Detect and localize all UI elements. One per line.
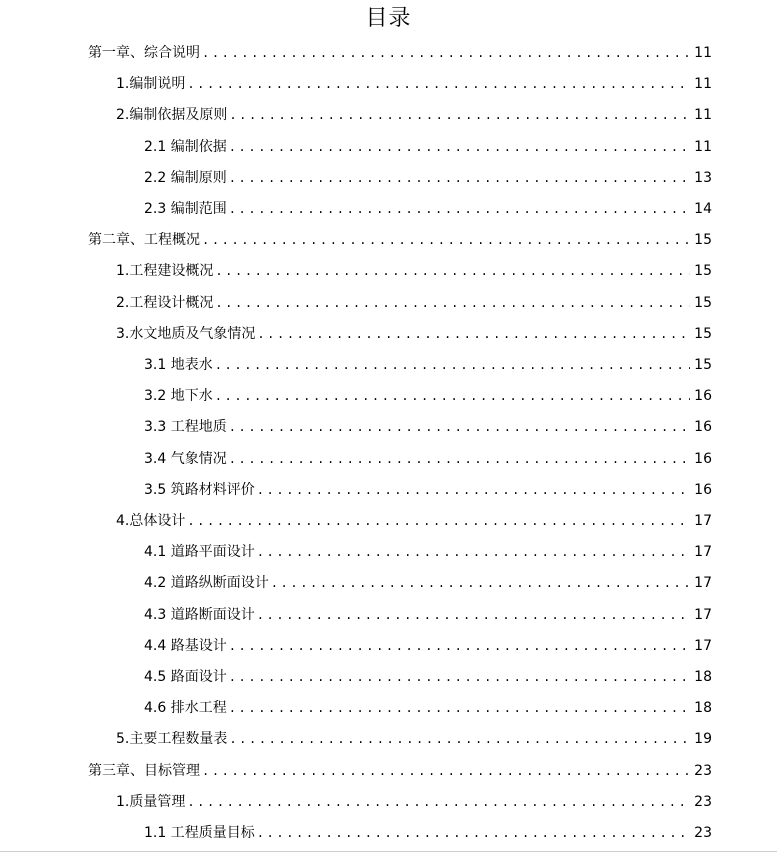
dot-leader [257,475,690,506]
toc-entry-page-number: 18 [694,700,712,717]
dot-leader [215,350,690,381]
toc-entry-label: 第二章、工程概况 [88,232,200,249]
toc-entry-page-number: 15 [694,294,712,311]
toc-entry[interactable] [116,319,712,350]
dot-leader [229,163,690,194]
dot-leader [187,69,690,100]
toc-entry-page-number: 16 [694,419,712,436]
dot-leader [187,506,690,537]
toc-entry-label: 3.3 工程地质 [144,419,227,436]
toc-entry-label: 4.2 道路纵断面设计 [144,575,269,592]
toc-entry[interactable] [88,38,712,69]
toc-entry-label: 2.工程设计概况 [116,294,214,311]
toc-entry-page-number: 17 [694,513,712,529]
dot-leader [202,225,690,256]
dot-leader [215,256,690,287]
toc-entry-page-number: 17 [694,575,712,592]
toc-entry-page-number: 16 [694,450,712,467]
toc-entry-page-number: 16 [694,481,712,498]
dot-leader [202,38,690,69]
toc-entry[interactable] [144,163,712,194]
toc-entry[interactable] [144,568,712,599]
toc-entry-label: 1.质量管理 [116,793,186,810]
toc-entry[interactable] [144,475,712,506]
toc-entry-page-number: 13 [694,169,712,186]
toc-entry-label: 2.1 编制依据 [144,138,227,155]
toc-entry[interactable] [144,194,712,225]
toc-entry[interactable] [88,756,712,787]
toc-entry[interactable] [116,100,712,131]
dot-leader [229,100,690,131]
toc-entry-page-number: 17 [694,637,712,654]
dot-leader [229,132,690,163]
toc-entry-label: 3.4 气象情况 [144,450,227,467]
dot-leader [229,194,690,225]
toc-entry-label: 第一章、综合说明 [88,45,200,61]
toc-entry[interactable] [144,600,712,631]
toc-entry[interactable] [144,693,712,724]
toc-entry-page-number: 19 [694,731,712,748]
toc-entry-page-number: 15 [694,357,712,373]
toc-entry-label: 4.1 道路平面设计 [144,544,255,561]
toc-entry-page-number: 14 [694,201,712,217]
toc-entry[interactable] [144,350,712,381]
dot-leader [215,381,690,412]
toc-entry-label: 1.编制说明 [116,76,186,93]
toc-entry-label: 4.6 排水工程 [144,700,227,717]
toc-entry[interactable] [116,506,712,537]
toc-entry-page-number: 17 [694,606,712,623]
toc-entry[interactable] [144,818,712,849]
toc-entry[interactable] [88,225,712,256]
dot-leader [257,818,690,849]
toc-entry-label: 3.1 地表水 [144,357,213,373]
toc-entry[interactable] [144,132,712,163]
toc-entry-page-number: 15 [694,263,712,280]
toc-entry-label: 4.3 道路断面设计 [144,606,255,623]
toc-entry-label: 2.3 编制范围 [144,201,227,217]
dot-leader [229,724,690,755]
toc-entry-label: 4.总体设计 [116,513,186,529]
toc-entry[interactable] [116,787,712,818]
toc-entry-page-number: 23 [694,793,712,810]
toc-entry-page-number: 15 [694,232,712,249]
toc-entry[interactable] [144,412,712,443]
dot-leader [229,693,690,724]
dot-leader [271,568,690,599]
dot-leader [257,600,690,631]
toc-title: 目录 [365,6,412,31]
toc-entry[interactable] [144,381,712,412]
toc-entry[interactable] [144,537,712,568]
toc-entry-label: 3.5 筑路材料评价 [144,481,255,498]
dot-leader [229,412,690,443]
toc-entry[interactable] [116,256,712,287]
dot-leader [229,662,690,693]
toc-entry-page-number: 11 [694,45,712,61]
toc-entry-label: 2.2 编制原则 [144,169,227,186]
dot-leader [202,756,690,787]
toc-entry[interactable] [116,724,712,755]
toc-entry-label: 1.工程建设概况 [116,263,214,280]
dot-leader [229,444,690,475]
toc-entry-page-number: 23 [694,762,712,779]
toc-entry[interactable] [116,288,712,319]
toc-entry[interactable] [144,631,712,662]
dot-leader [257,319,690,350]
toc-entry-label: 4.5 路面设计 [144,669,227,685]
toc-entry-page-number: 23 [694,825,712,841]
toc-entry-page-number: 18 [694,669,712,685]
toc-entry[interactable] [116,69,712,100]
toc-entry-page-number: 16 [694,388,712,405]
toc-entry-label: 第三章、目标管理 [88,762,200,779]
dot-leader [187,787,690,818]
toc-entry-label: 3.2 地下水 [144,388,213,405]
toc-entry-label: 4.4 路基设计 [144,637,227,654]
toc-entry-label: 5.主要工程数量表 [116,731,228,748]
toc-entry-page-number: 11 [694,138,712,155]
toc-entry-page-number: 15 [694,325,712,342]
toc-entry-page-number: 11 [694,107,712,124]
toc-entry[interactable] [144,444,712,475]
dot-leader [229,631,690,662]
dot-leader [215,288,690,319]
toc-entry-page-number: 17 [694,544,712,561]
toc-entry[interactable] [144,662,712,693]
dot-leader [257,537,690,568]
toc-entry-label: 3.水文地质及气象情况 [116,325,256,342]
toc-entry-label: 2.编制依据及原则 [116,107,228,124]
toc-entry-page-number: 11 [694,76,712,93]
toc-entry-label: 1.1 工程质量目标 [144,825,255,841]
